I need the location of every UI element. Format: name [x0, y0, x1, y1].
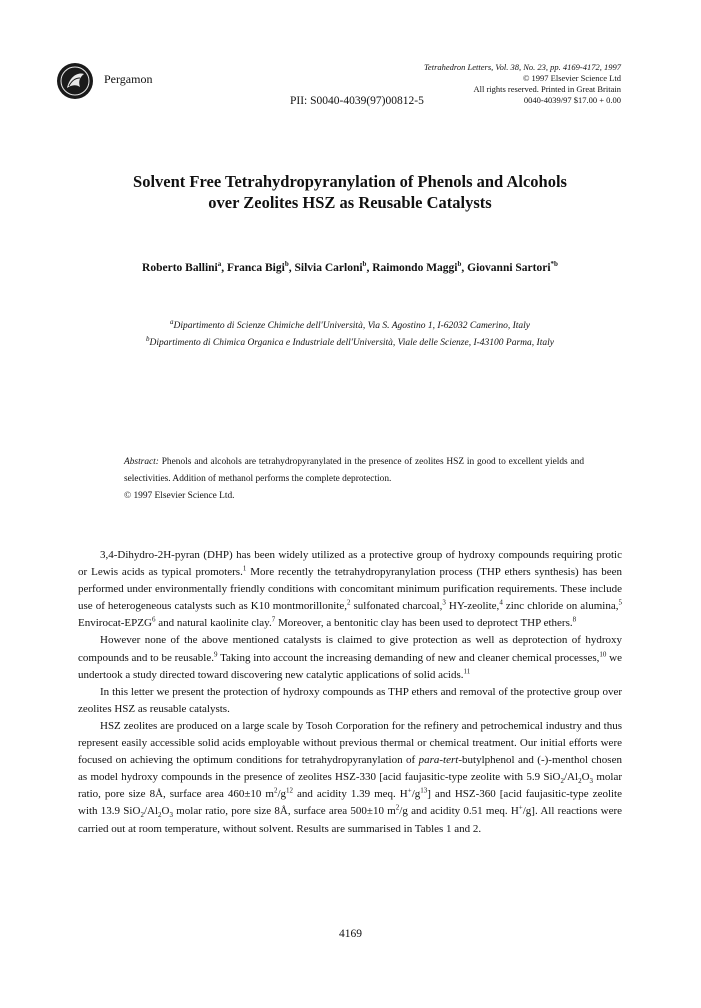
italic-text: para-tert	[418, 754, 459, 767]
paragraph	[78, 632, 622, 683]
author-name: Roberto Ballini	[142, 262, 218, 274]
affiliation-mark: b	[146, 334, 150, 343]
reference-mark: 3	[442, 598, 446, 607]
text-run: sulfonated charcoal,	[350, 600, 443, 613]
article-title	[60, 171, 640, 213]
author-name: Giovanni Sartori	[467, 262, 551, 274]
text-run: 3,4-Dihydro-2H-pyran (DHP) has been widely utilized as a protective group of hydroxy compounds requiring protic or Lewis acids as typical promoters.	[78, 549, 622, 579]
text-run: molar ratio, pore size 8Å, surface area 500±10 m	[172, 805, 396, 818]
pii-identifier: PII: S0040-4039(97)00812-5	[290, 95, 424, 107]
reference-mark: 7	[271, 615, 276, 624]
abstract-copyright: © 1997 Elsevier Science Ltd.	[124, 491, 235, 501]
abstract-label: Abstract:	[124, 457, 159, 467]
paragraph	[78, 547, 622, 632]
journal-info	[424, 62, 621, 106]
copyright-line: © 1997 Elsevier Science Ltd	[522, 73, 621, 83]
paragraph	[78, 718, 622, 838]
affiliation-b	[60, 335, 640, 352]
text-run: -butylphenol and (-)-menthol chosen as model hydroxy compounds in the presence of zeolites HSZ-330 [acid faujasitic-type zeolite with 5.9 SiO	[78, 754, 622, 784]
text-run: /g	[411, 788, 421, 801]
superscript: +	[518, 803, 523, 812]
superscript: +	[407, 786, 412, 795]
reference-mark: 9	[214, 649, 218, 658]
superscript: 2	[273, 786, 278, 795]
rights-line: All rights reserved. Printed in Great Britain	[473, 84, 621, 94]
affiliation-mark: a	[169, 317, 174, 326]
reference-mark: 4	[499, 598, 503, 607]
text-run: zinc chloride on alumina,	[502, 600, 619, 613]
author-affiliation-mark: b	[284, 260, 289, 269]
reference-mark: 2	[346, 598, 351, 607]
subscript: 2	[560, 777, 564, 786]
author-affiliation-mark: b	[457, 260, 462, 269]
title-line-1: Solvent Free Tetrahydropyranylation of Phenols and Alcohols	[133, 172, 567, 191]
text-run: Envirocat-EPZG	[78, 617, 152, 630]
text-run: O	[581, 771, 590, 784]
superscript: 2	[395, 803, 400, 812]
text-run: molar ratio, pore size 8Å, surface area 460±10 m	[78, 771, 622, 801]
author-name: Franca Bigi	[227, 262, 285, 274]
title-line-2: over Zeolites HSZ as Reusable Catalysts	[208, 193, 492, 212]
reference-mark: 13	[420, 786, 428, 795]
text-run: More recently the tetrahydropyranylation process (THP ethers synthesis) has been performed under environmentally friendly conditions with concomitant minimum purification requirements. These include use of heterogeneous catalysts such as K10 montmorillonite,	[78, 566, 622, 613]
journal-citation: Tetrahedron Letters, Vol. 38, No. 23, pp. 4169-4172, 1997	[423, 62, 621, 72]
abstract-text: Phenols and alcohols are tetrahydropyranylated in the presence of zeolites HSZ in good to excellent yields and selectivities. Addition of methanol performs the complete deprotection.	[124, 457, 585, 484]
text-run: we undertook a study directed toward discovering new catalytic applications of solid acids.	[78, 651, 623, 681]
author-affiliation-mark: a	[217, 260, 222, 269]
subscript: 2	[578, 777, 582, 786]
text-run: /g]. All reactions were carried out at room temperature, without solvent. Results are summarised in Tables 1 and 2.	[78, 805, 622, 835]
text-run: /Al	[564, 771, 579, 784]
text-run: ] and HSZ-360 [acid faujasitic-type zeolite with 13.9 SiO	[78, 788, 622, 818]
affiliation-text: Dipartimento di Scienze Chimiche dell'Università, Via S. Agostino 1, I-62032 Camerino, Italy	[173, 321, 531, 331]
text-run: HY-zeolite,	[445, 600, 500, 613]
text-run: and natural kaolinite clay.	[155, 617, 272, 630]
author-list: Roberto Ballini$^a$, Franca Bigi$^b$, Silvia Carloni$^b$, Raimondo Maggi$^b$, Giovanni Sartori$^{*b}$	[142, 260, 558, 274]
text-run: However none of the above mentioned catalysts is claimed to give protection as well as deprotection of hydroxy compounds and to be reusable.	[78, 634, 622, 664]
reference-mark: 6	[151, 615, 156, 624]
reference-mark: 11	[463, 667, 471, 675]
text-run: Moreover, a bentonitic clay has been used to deprotect THP ethers.	[275, 617, 573, 630]
affiliation-a	[60, 318, 640, 335]
text-run: /Al	[143, 805, 158, 818]
publisher-name: Pergamon	[104, 72, 153, 86]
subscript: 3	[169, 811, 173, 820]
text-run: /g	[277, 788, 287, 801]
pergamon-logo-icon	[56, 62, 94, 100]
price-line: 0040-4039/97 $17.00 + 0.00	[523, 95, 621, 105]
author-affiliation-mark: *b	[550, 260, 558, 269]
author-name: Raimondo Maggi	[372, 262, 458, 274]
subscript: 2	[158, 811, 162, 820]
text-run: O	[161, 805, 170, 818]
paragraph: In this letter we present the protection of hydroxy compounds as THP ethers and removal of the protective group over zeolites HSZ as reusable catalysts.	[78, 685, 622, 715]
article-body	[78, 547, 622, 838]
subscript: 3	[589, 777, 594, 786]
reference-mark: 8	[572, 615, 577, 624]
author-affiliation-mark: b	[362, 260, 367, 269]
text-run: /g and acidity 0.51 meq. H	[399, 805, 519, 818]
page-number: 4169	[339, 928, 362, 940]
text-run: and acidity 1.39 meq. H	[293, 788, 408, 801]
subscript: 2	[140, 811, 144, 820]
affiliations	[60, 318, 640, 352]
reference-mark: 12	[286, 786, 294, 795]
reference-mark: 10	[599, 649, 607, 658]
author-name: Silvia Carloni	[294, 262, 363, 274]
affiliation-text: Dipartimento di Chimica Organica e Industriale dell'Università, Viale delle Scienze, I-43100 Parma, Italy	[149, 338, 554, 348]
abstract	[124, 454, 584, 505]
reference-mark: 1	[242, 564, 247, 573]
reference-mark: 5	[618, 598, 622, 607]
text-run: HSZ zeolites are produced on a large scale by Tosoh Corporation for the refinery and petrochemical industry and thus represent easily accessible solid acids employable without previous thermal or chemical treatment. Our initial efforts were focused on achieving the optimum conditions for tetrahydropyranylation of	[78, 719, 622, 767]
text-run: Taking into account the increasing demanding of new and cleaner chemical processes,	[217, 651, 600, 664]
abstract-text-block	[124, 454, 584, 488]
